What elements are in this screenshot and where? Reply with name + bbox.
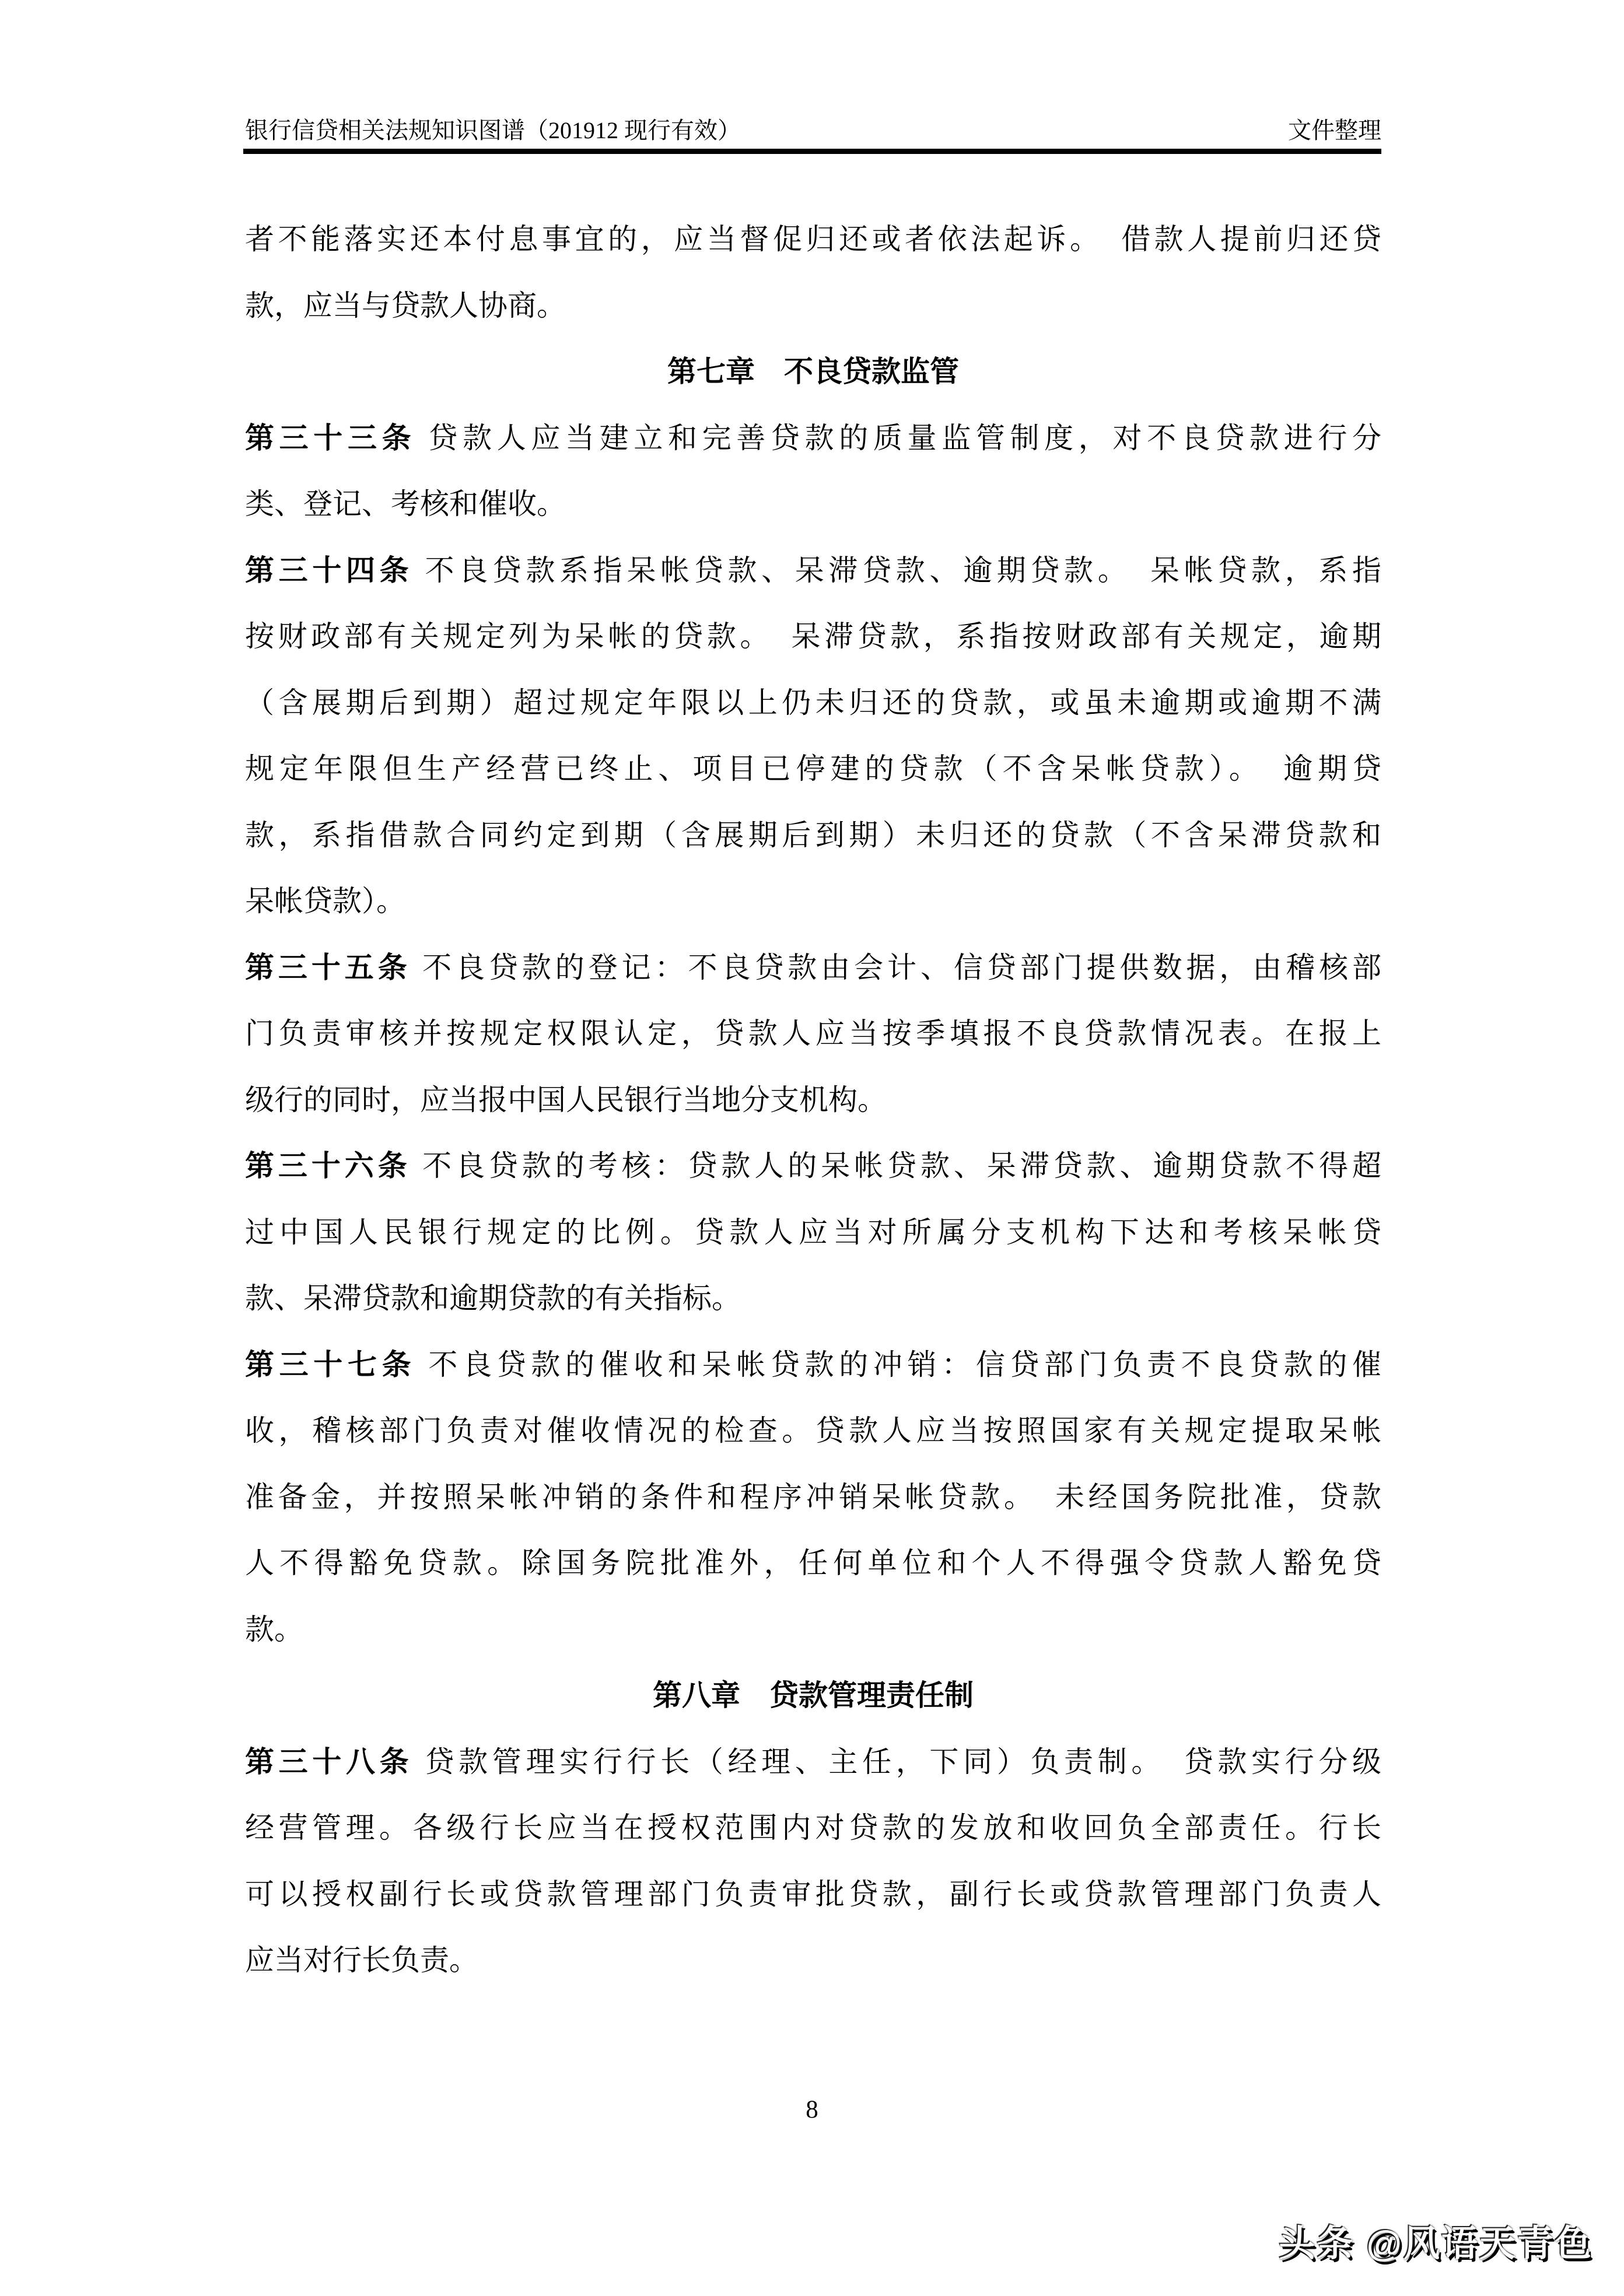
text-line bbox=[245, 1067, 1381, 1134]
text-line bbox=[245, 1464, 1381, 1531]
article-number: 第三十六条 bbox=[245, 1149, 423, 1182]
text-line bbox=[245, 1001, 1381, 1067]
line-text: 不良贷款的登记：不良贷款由会计、信贷部门提供数据，由稽核部 bbox=[422, 951, 1382, 984]
text-line bbox=[245, 670, 1381, 737]
text-line bbox=[245, 1795, 1381, 1862]
page-header bbox=[245, 115, 1381, 146]
text-line bbox=[245, 1133, 1381, 1200]
line-text: 款。 bbox=[245, 1613, 303, 1646]
text-line bbox=[245, 802, 1381, 869]
watermark: 头条 @风语天青色 bbox=[1279, 2224, 1593, 2264]
text-line bbox=[245, 1597, 1381, 1663]
line-text: 准备金，并按照呆帐冲销的条件和程序冲销呆帐贷款。 未经国务院批准，贷款 bbox=[245, 1480, 1381, 1513]
article-number: 第三十三条 bbox=[245, 421, 429, 454]
text-line bbox=[245, 405, 1381, 472]
text-line bbox=[245, 1200, 1381, 1266]
line-text: 按财政部有关规定列为呆帐的贷款。 呆滞贷款，系指按财政部有关规定，逾期 bbox=[245, 620, 1381, 653]
text-line bbox=[245, 273, 1381, 339]
text-line bbox=[245, 1927, 1381, 1994]
line-text: 经营管理。各级行长应当在授权范围内对贷款的发放和收回负全部责任。行长 bbox=[245, 1811, 1381, 1844]
text-line bbox=[245, 935, 1381, 1001]
text-line bbox=[245, 1398, 1381, 1464]
article-number: 第三十五条 bbox=[245, 951, 423, 984]
line-text: （含展期后到期）超过规定年限以上仍未归还的贷款，或虽未逾期或逾期不满 bbox=[245, 686, 1381, 719]
text-line bbox=[245, 1862, 1381, 1928]
line-text: 门负责审核并按规定权限认定，贷款人应当按季填报不良贷款情况表。在报上 bbox=[245, 1017, 1381, 1050]
text-line bbox=[245, 1729, 1381, 1796]
line-text: 不良贷款系指呆帐贷款、呆滞贷款、逾期贷款。 呆帐贷款，系指 bbox=[425, 553, 1382, 587]
chapter-heading bbox=[245, 339, 1381, 405]
line-text: 级行的同时，应当报中国人民银行当地分支机构。 bbox=[245, 1083, 887, 1116]
line-text: 呆帐贷款）。 bbox=[245, 885, 405, 917]
text-line bbox=[245, 206, 1381, 273]
article-number: 第三十四条 bbox=[245, 553, 425, 587]
line-text: 过中国人民银行规定的比例。贷款人应当对所属分支机构下达和考核呆帐贷 bbox=[245, 1215, 1381, 1249]
header-note: 文件整理 bbox=[1288, 117, 1381, 143]
text-line bbox=[245, 1266, 1381, 1332]
article-number: 第三十七条 bbox=[245, 1348, 429, 1381]
chapter-title: 第八章 贷款管理责任制 bbox=[653, 1679, 974, 1712]
document-body bbox=[245, 206, 1381, 1994]
chapter-title: 第七章 不良贷款监管 bbox=[667, 355, 959, 388]
line-text: 人不得豁免贷款。除国务院批准外，任何单位和个人不得强令贷款人豁免贷 bbox=[245, 1547, 1381, 1579]
line-text: 者不能落实还本付息事宜的，应当督促归还或者依法起诉。 借款人提前归还贷 bbox=[245, 223, 1381, 255]
text-line bbox=[245, 604, 1381, 670]
page-number: 8 bbox=[806, 2096, 818, 2123]
line-text: 应当对行长负责。 bbox=[245, 1944, 478, 1976]
line-text: 不良贷款的催收和呆帐贷款的冲销：信贷部门负责不良贷款的催 bbox=[428, 1348, 1382, 1381]
chapter-heading bbox=[245, 1663, 1381, 1729]
line-text: 不良贷款的考核：贷款人的呆帐贷款、呆滞贷款、逾期贷款不得超 bbox=[422, 1149, 1382, 1182]
line-text: 规定年限但生产经营已终止、项目已停建的贷款（不含呆帐贷款）。 逾期贷 bbox=[245, 752, 1381, 785]
text-line bbox=[245, 471, 1381, 538]
text-line bbox=[245, 868, 1381, 935]
line-text: 贷款人应当建立和完善贷款的质量监管制度，对不良贷款进行分 bbox=[428, 421, 1382, 454]
text-line bbox=[245, 538, 1381, 604]
line-text: 款、呆滞贷款和逾期贷款的有关指标。 bbox=[245, 1282, 741, 1314]
text-line bbox=[245, 1530, 1381, 1597]
line-text: 类、登记、考核和催收。 bbox=[245, 488, 566, 520]
line-text: 可以授权副行长或贷款管理部门负责审批贷款，副行长或贷款管理部门负责人 bbox=[245, 1877, 1381, 1911]
article-number: 第三十八条 bbox=[245, 1745, 425, 1778]
header-title: 银行信贷相关法规知识图谱（201912 现行有效） bbox=[245, 117, 741, 143]
line-text: 款，系指借款合同约定到期（含展期后到期）未归还的贷款（不含呆滞贷款和 bbox=[245, 818, 1381, 851]
header-rule bbox=[243, 149, 1381, 154]
text-line bbox=[245, 736, 1381, 802]
line-text: 收，稽核部门负责对催收情况的检查。贷款人应当按照国家有关规定提取呆帐 bbox=[245, 1414, 1381, 1447]
line-text: 款，应当与贷款人协商。 bbox=[245, 289, 566, 322]
line-text: 贷款管理实行行长（经理、主任，下同）负责制。 贷款实行分级 bbox=[425, 1745, 1382, 1778]
text-line bbox=[245, 1332, 1381, 1398]
